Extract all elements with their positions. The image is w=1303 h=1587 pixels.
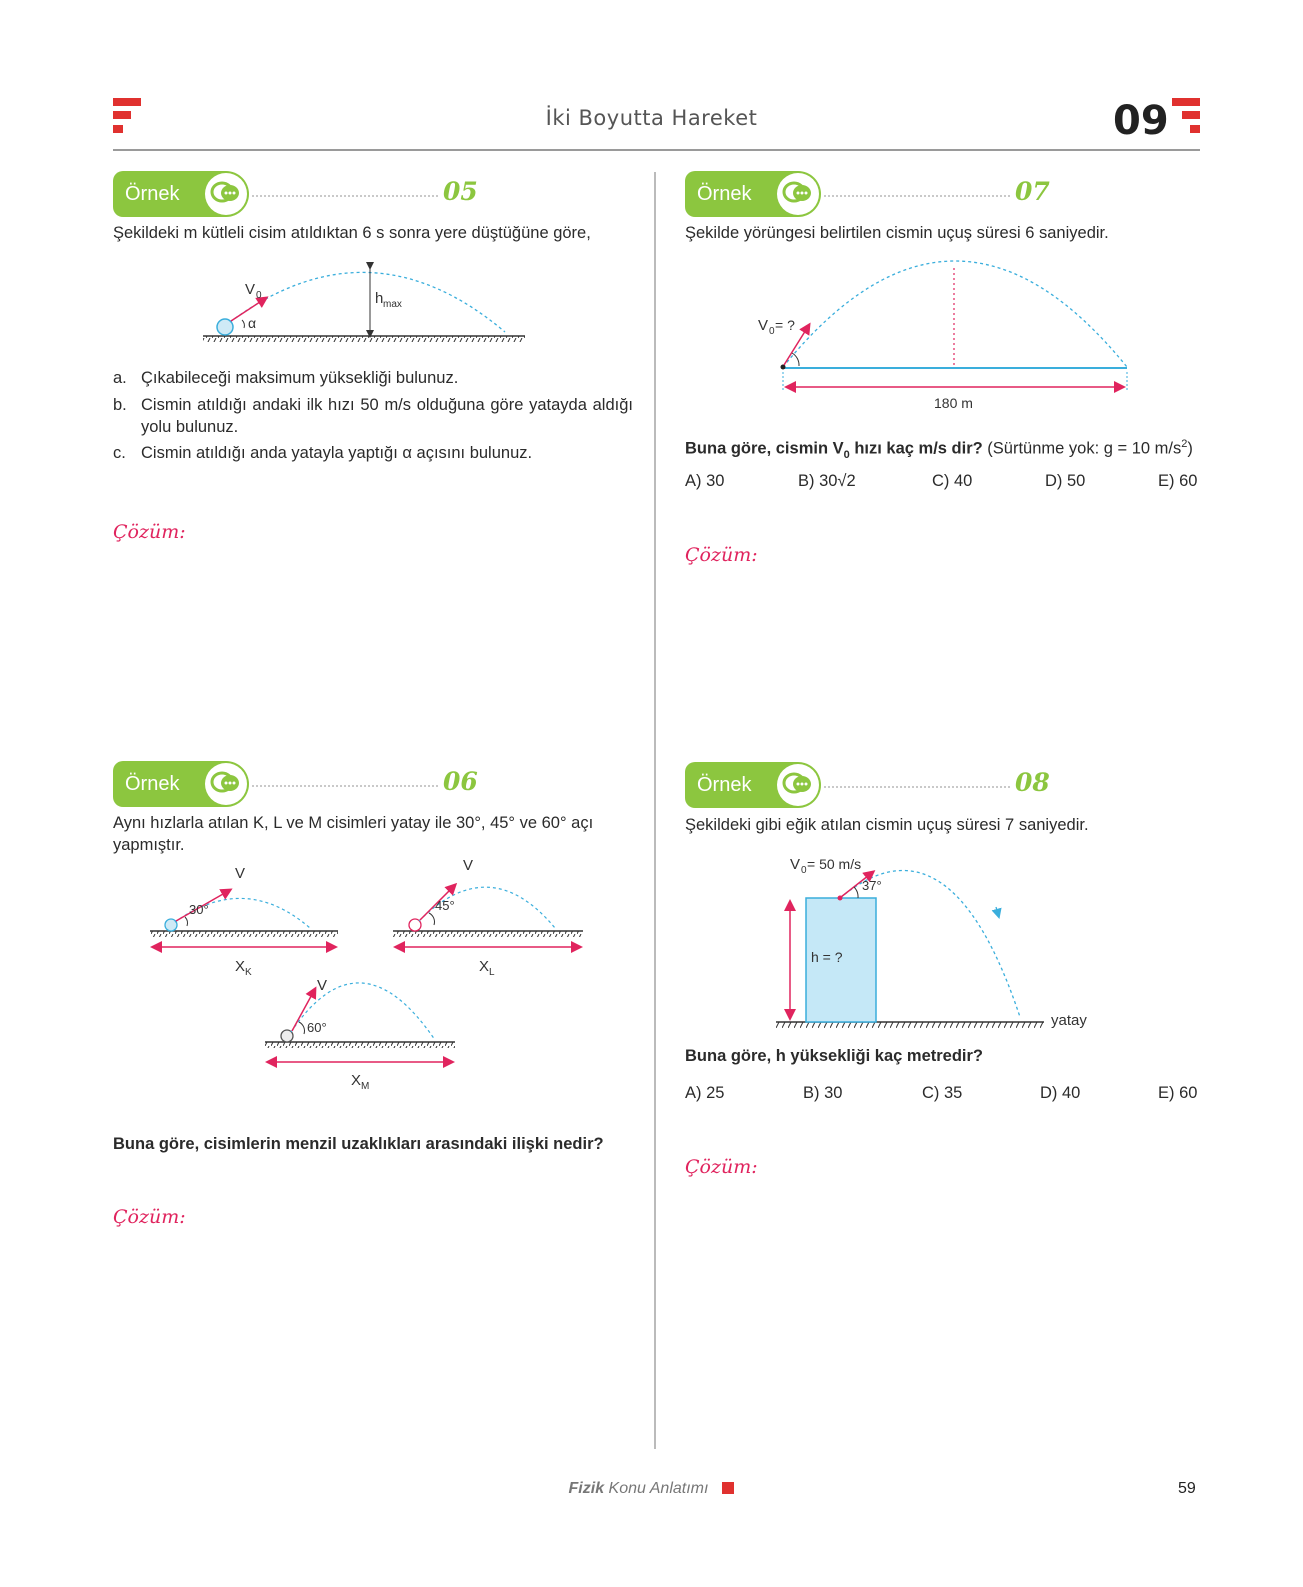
column-divider (654, 172, 656, 1449)
svg-text:X: X (235, 958, 246, 975)
option-d: D) 40 (1040, 1084, 1081, 1102)
svg-text:0: 0 (801, 865, 807, 876)
example-badge-05 (113, 171, 249, 217)
trajectory-l (393, 857, 583, 978)
svg-text:60°: 60° (307, 1020, 327, 1035)
option-b: B) 30 (803, 1084, 843, 1102)
chapter-number: 09 (1113, 98, 1169, 144)
trajectory-k (150, 865, 338, 978)
svg-text:max: max (383, 299, 402, 310)
example-label: Örnek (697, 183, 752, 205)
svg-text:0: 0 (256, 290, 262, 301)
example-label: Örnek (697, 774, 752, 796)
hmax-label: h (375, 290, 384, 307)
svg-text:45°: 45° (435, 898, 455, 913)
svg-text:30°: 30° (189, 902, 209, 917)
example-number: 05 (443, 177, 478, 206)
projectile-figure-06 (145, 857, 605, 1110)
speech-bubbles-icon (205, 763, 247, 805)
dotted-leader (252, 195, 438, 197)
svg-text:V: V (235, 865, 246, 882)
solution-label: Çözüm: (685, 1156, 758, 1178)
question-text: Aynı hızlarla atılan K, L ve M cisimleri yatay ile 30°, 45° ve 60° açı yapmıştır. (113, 814, 594, 854)
svg-text:h = ?: h = ? (811, 949, 843, 965)
svg-text:0: 0 (769, 326, 775, 337)
trajectory-figure-07 (745, 260, 1135, 415)
svg-text:V: V (317, 977, 328, 994)
question-text: Şekildeki gibi eğik atılan cismin uçuş süresi 7 saniyedir. (685, 816, 1089, 834)
speech-bubbles-icon (777, 764, 819, 806)
cliff-projectile-figure-08 (770, 852, 1120, 1027)
solution-label: Çözüm: (685, 544, 758, 566)
svg-text:yatay: yatay (1051, 1012, 1087, 1029)
speech-bubbles-icon (777, 173, 819, 215)
svg-text:= ?: = ? (775, 317, 795, 333)
svg-text:X: X (479, 958, 490, 975)
page-number: 59 (1178, 1480, 1196, 1497)
header-rule (113, 149, 1200, 151)
dotted-leader (824, 786, 1010, 788)
question-ask: Buna göre, h yüksekliği kaç metredir? (685, 1047, 984, 1065)
svg-text:V: V (790, 856, 801, 873)
svg-text:L: L (489, 967, 495, 978)
example-label: Örnek (125, 773, 180, 795)
dotted-leader (252, 785, 438, 787)
option-e: E) 60 (1158, 1084, 1198, 1102)
solution-label: Çözüm: (113, 521, 186, 543)
example-number: 06 (443, 767, 478, 796)
option-e: E) 60 (1158, 472, 1198, 490)
v0-label: V (245, 281, 256, 298)
example-badge-08 (685, 762, 821, 808)
option-b: B) 30√2 (798, 472, 856, 490)
option-a: A) 25 (685, 1084, 725, 1102)
question-ask: Buna göre, cisimlerin menzil uzaklıkları arasındaki ilişki nedir? (113, 1135, 604, 1153)
dotted-leader (824, 195, 1010, 197)
speech-bubbles-icon (205, 173, 247, 215)
example-badge-06 (113, 761, 249, 807)
option-c: C) 35 (922, 1084, 963, 1102)
option-d: D) 50 (1045, 472, 1086, 490)
footer-square-icon (722, 1482, 734, 1494)
trajectory-m (265, 977, 455, 1092)
svg-text:180 m: 180 m (934, 395, 973, 411)
question-text: Şekildeki m kütleli cisim atıldıktan 6 s sonra yere düştüğüne göre, (113, 224, 591, 242)
question-ask: Buna göre, cismin $V_0$ hızı kaç m/s dir? (Sürtünme yok: g = 10 $m/s^2$) (685, 438, 1193, 461)
footer-book-title: Fizik Konu Anlatımı (0, 1480, 1303, 1498)
option-a: A) 30 (685, 472, 725, 490)
svg-text:X: X (351, 1072, 362, 1089)
solution-label: Çözüm: (113, 1206, 186, 1228)
projectile-figure-05 (200, 258, 540, 350)
svg-text:37°: 37° (862, 878, 882, 893)
svg-text:V: V (758, 317, 769, 334)
svg-text:M: M (361, 1081, 370, 1092)
example-label: Örnek (125, 183, 180, 205)
svg-text:= 50 m/s: = 50 m/s (807, 856, 862, 872)
option-c: C) 40 (932, 472, 973, 490)
question-text: Şekilde yörüngesi belirtilen cismin uçuş süresi 6 saniyedir. (685, 224, 1109, 242)
alpha-label: α (248, 315, 257, 331)
chapter-title: İki Boyutta Hareket (545, 106, 758, 130)
example-number: 08 (1015, 768, 1050, 797)
svg-text:V: V (463, 857, 474, 874)
example-badge-07 (685, 171, 821, 217)
svg-text:K: K (245, 967, 252, 978)
example-number: 07 (1015, 177, 1050, 206)
